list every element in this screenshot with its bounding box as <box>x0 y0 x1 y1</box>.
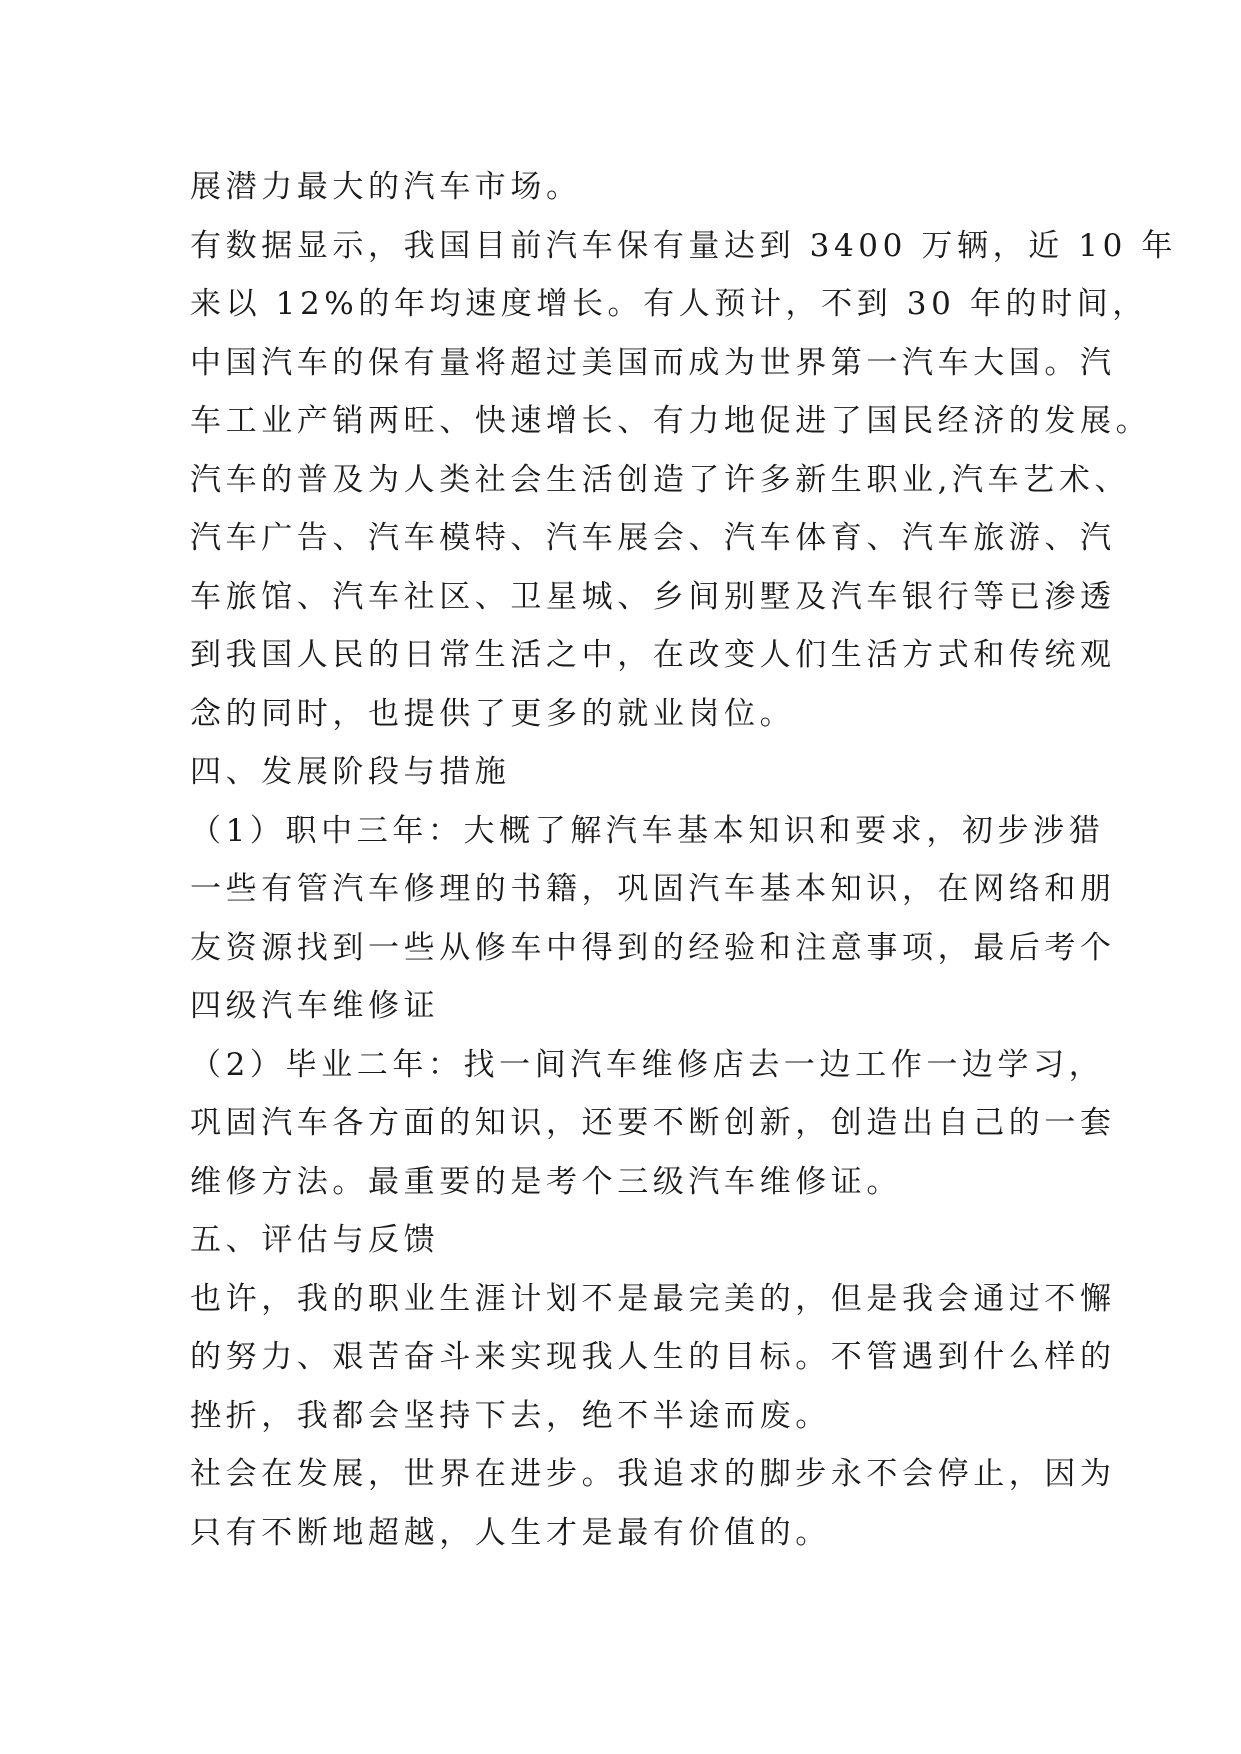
text-line: 也许，我的职业生涯计划不是最完美的，但是我会通过不懈 <box>190 1280 1116 1317</box>
text-line: 只有不断地超越，人生才是最有价值的。 <box>190 1514 831 1551</box>
text-line: 车旅馆、汽车社区、卫星城、乡间别墅及汽车银行等已渗透 <box>190 578 1116 615</box>
text-line: 展潜力最大的汽车市场。 <box>190 169 582 205</box>
text-line: 来以 12%的年均速度增长。有人预计，不到 30 年的时间， <box>190 286 1148 322</box>
text-line: 念的同时，也提供了更多的就业岗位。 <box>190 695 796 732</box>
text-line: 有数据显示，我国目前汽车保有量达到 3400 万辆，近 10 年 <box>190 227 1177 264</box>
text-line: 社会在发展，世界在进步。我追求的脚步永不会停止，因为 <box>190 1456 1116 1492</box>
text-line: 友资源找到一些从修车中得到的经验和注意事项，最后考个 <box>190 929 1116 966</box>
text-line: 的努力、艰苦奋斗来实现我人生的目标。不管遇到什么样的 <box>190 1339 1116 1375</box>
text-line: 汽车广告、汽车模特、汽车展会、汽车体育、汽车旅游、汽 <box>190 520 1116 556</box>
text-line: （2）毕业二年：找一间汽车维修店去一边工作一边学习， <box>190 1046 1105 1083</box>
text-line: 维修方法。最重要的是考个三级汽车维修证。 <box>190 1163 902 1200</box>
text-line: 一些有管汽车修理的书籍，巩固汽车基本知识，在网络和朋 <box>190 871 1116 907</box>
document-body <box>190 158 1177 1562</box>
text-line: 中国汽车的保有量将超过美国而成为世界第一汽车大国。汽 <box>190 344 1116 381</box>
text-line: 到我国人民的日常生活之中，在改变人们生活方式和传统观 <box>190 637 1116 673</box>
text-line: 挫折，我都会坚持下去，绝不半途而废。 <box>190 1397 831 1434</box>
section-heading: 五、评估与反馈 <box>190 1222 440 1258</box>
text-line: 四级汽车维修证 <box>190 988 440 1024</box>
section-heading: 四、发展阶段与措施 <box>190 754 511 790</box>
text-line: 车工业产销两旺、快速增长、有力地促进了国民经济的发展。 <box>190 403 1152 439</box>
text-line: 巩固汽车各方面的知识，还要不断创新，创造出自己的一套 <box>190 1105 1116 1141</box>
text-line: 汽车的普及为人类社会生活创造了许多新生职业,汽车艺术、 <box>190 461 1131 498</box>
text-line: （1）职中三年：大概了解汽车基本知识和要求，初步涉猎 <box>190 812 1105 849</box>
